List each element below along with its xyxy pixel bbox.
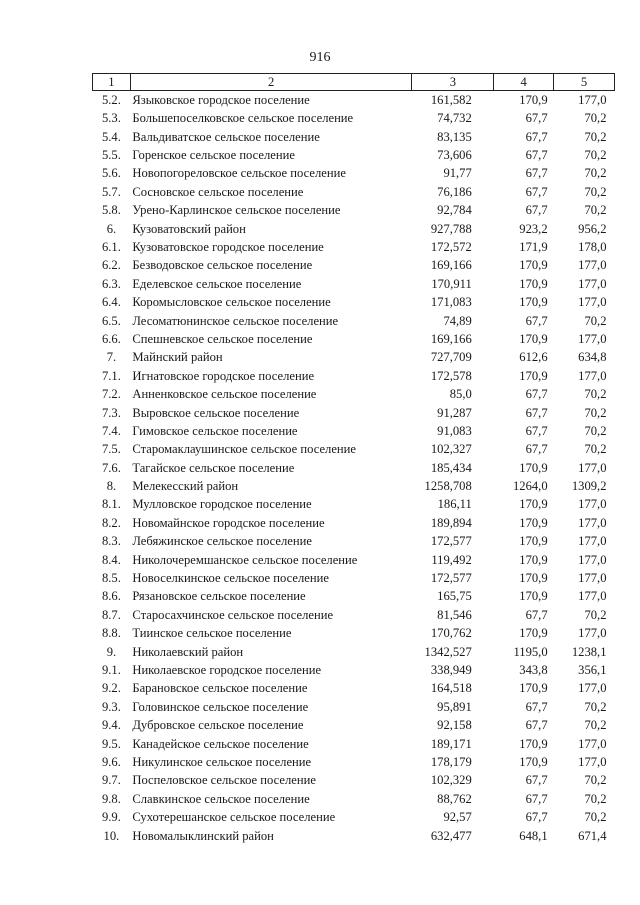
row-value-col3: 91,77 <box>443 166 472 181</box>
table-row <box>93 109 615 127</box>
row-name: Лесоматюнинское сельское поселение <box>132 313 339 328</box>
row-value-col5: 177,0 <box>578 552 607 567</box>
row-name: Выровское сельское поселение <box>132 405 300 420</box>
row-number: 7.2. <box>101 387 121 402</box>
row-number: 5.3. <box>101 111 121 126</box>
row-number: 9.5. <box>101 736 121 751</box>
row-number: 8.5. <box>101 571 121 586</box>
row-name: Никулинское сельское поселение <box>132 754 312 769</box>
table-row <box>93 459 615 477</box>
row-value-col3: 172,577 <box>430 571 472 586</box>
row-value-col4: 67,7 <box>525 442 548 457</box>
table-row <box>93 624 615 642</box>
row-name: Старомаклаушинское сельское поселение <box>132 442 356 457</box>
row-number: 7.3. <box>101 405 121 420</box>
table-row <box>93 220 615 238</box>
row-name: Новопогореловское сельское поселение <box>132 166 346 181</box>
table-row <box>93 569 615 587</box>
row-value-col4: 67,7 <box>525 699 548 714</box>
row-name: Мелекесский район <box>132 479 239 494</box>
row-number: 9.9. <box>101 810 121 825</box>
row-value-col4: 648,1 <box>519 828 548 843</box>
row-value-col5: 177,0 <box>578 497 607 512</box>
column-header-2: 2 <box>130 74 412 91</box>
row-value-col4: 170,9 <box>519 736 548 751</box>
row-number: 8.2. <box>101 515 121 530</box>
row-name: Новоселкинское сельское поселение <box>132 571 329 586</box>
table-row <box>93 91 615 110</box>
row-value-col5: 70,2 <box>584 405 607 420</box>
row-value-col3: 85,0 <box>449 387 472 402</box>
row-value-col4: 170,9 <box>519 754 548 769</box>
row-value-col5: 634,8 <box>578 350 607 365</box>
row-value-col3: 119,492 <box>431 552 472 567</box>
table-row <box>93 275 615 293</box>
table-row <box>93 128 615 146</box>
table-row <box>93 293 615 311</box>
row-name: Канадейское сельское поселение <box>132 736 309 751</box>
row-value-col5: 177,0 <box>578 460 607 475</box>
row-value-col4: 343,8 <box>519 663 548 677</box>
row-name: Старосахчинское сельское поселение <box>132 607 334 622</box>
row-value-col3: 74,732 <box>437 111 472 126</box>
table-row <box>93 385 615 403</box>
table-row <box>93 551 615 569</box>
row-value-col3: 161,582 <box>430 92 472 107</box>
row-value-col5: 70,2 <box>584 148 607 163</box>
row-number: 6.1. <box>101 240 121 255</box>
row-name: Вальдиватское сельское поселение <box>132 129 320 144</box>
row-value-col4: 170,9 <box>519 460 548 475</box>
row-value-col5: 177,0 <box>578 368 607 383</box>
row-value-col3: 92,158 <box>437 718 472 733</box>
row-value-col5: 1309,2 <box>571 479 607 494</box>
row-name: Коромысловское сельское поселение <box>132 295 331 310</box>
table-row <box>93 790 615 808</box>
row-value-col3: 171,083 <box>430 295 472 310</box>
table-row <box>93 201 615 219</box>
row-name: Сосновское сельское поселение <box>132 184 304 199</box>
row-name: Кузоватовское городское поселение <box>132 240 324 255</box>
row-value-col5: 70,2 <box>584 699 607 714</box>
row-number: 5.2. <box>101 92 121 107</box>
row-name: Горенское сельское поселение <box>132 148 295 163</box>
row-name: Спешневское сельское поселение <box>132 331 313 346</box>
row-value-col4: 67,7 <box>525 166 548 181</box>
row-number: 8.4. <box>101 552 121 567</box>
row-value-col4: 170,9 <box>519 552 548 567</box>
row-value-col3: 170,911 <box>431 276 472 291</box>
row-name: Лебяжинское сельское поселение <box>132 534 312 549</box>
table-row <box>93 606 615 624</box>
row-value-col3: 102,329 <box>430 773 472 788</box>
table-row <box>93 753 615 771</box>
row-name: Мулловское городское поселение <box>132 497 312 512</box>
row-value-col3: 189,171 <box>430 736 472 751</box>
row-value-col4: 67,7 <box>525 810 548 825</box>
row-value-col3: 165,75 <box>437 589 472 604</box>
row-value-col5: 177,0 <box>578 754 607 769</box>
row-value-col5: 177,0 <box>578 515 607 530</box>
table-row <box>93 680 615 698</box>
row-value-col3: 73,606 <box>437 148 472 163</box>
row-value-col5: 177,0 <box>578 589 607 604</box>
row-value-col4: 67,7 <box>525 423 548 438</box>
row-value-col3: 172,572 <box>430 240 472 255</box>
row-value-col5: 177,0 <box>578 534 607 549</box>
row-number: 6.3. <box>101 276 121 291</box>
table-row <box>93 312 615 330</box>
table-row <box>93 440 615 458</box>
row-value-col4: 171,9 <box>519 240 548 255</box>
table-row <box>93 496 615 514</box>
row-number: 8.3. <box>101 534 121 549</box>
row-value-col5: 177,0 <box>578 258 607 273</box>
row-value-col5: 70,2 <box>584 718 607 733</box>
row-name: Анненковское сельское поселение <box>132 387 317 402</box>
row-value-col3: 95,891 <box>437 699 472 714</box>
table-row <box>93 735 615 753</box>
row-number: 5.4. <box>101 129 121 144</box>
table-row <box>93 367 615 385</box>
row-value-col3: 727,709 <box>430 350 472 365</box>
row-name: Головинское сельское поселение <box>132 699 309 714</box>
row-value-col5: 177,0 <box>578 295 607 310</box>
column-header-4: 4 <box>494 74 554 91</box>
row-number: 9.1. <box>101 663 121 677</box>
row-value-col3: 92,57 <box>443 810 472 825</box>
row-value-col5: 70,2 <box>584 203 607 218</box>
table-row <box>93 238 615 256</box>
row-value-col5: 177,0 <box>578 736 607 751</box>
row-value-col4: 170,9 <box>519 515 548 530</box>
row-name: Поспеловское сельское поселение <box>132 773 316 788</box>
row-value-col5: 70,2 <box>584 607 607 622</box>
row-value-col5: 178,0 <box>578 240 607 255</box>
row-value-col4: 612,6 <box>519 350 548 365</box>
row-value-col3: 74,89 <box>443 313 472 328</box>
row-value-col3: 91,287 <box>437 405 472 420</box>
row-name: Еделевское сельское поселение <box>132 276 302 291</box>
row-value-col4: 170,9 <box>519 534 548 549</box>
row-number: 8.7. <box>101 607 121 622</box>
row-number: 6. <box>106 221 117 236</box>
row-number: 5.8. <box>101 203 121 218</box>
row-value-col3: 1258,708 <box>424 479 472 494</box>
row-value-col5: 177,0 <box>578 571 607 586</box>
row-value-col5: 70,2 <box>584 791 607 806</box>
row-number: 9.6. <box>101 754 121 769</box>
table-row <box>93 422 615 440</box>
row-value-col3: 186,11 <box>437 497 472 512</box>
row-value-col5: 1238,1 <box>571 644 607 659</box>
row-name: Новомайнское городское поселение <box>132 515 325 530</box>
row-name: Большепоселковское сельское поселение <box>132 111 354 126</box>
row-value-col5: 177,0 <box>578 92 607 107</box>
row-number: 6.6. <box>101 331 121 346</box>
row-value-col3: 92,784 <box>437 203 472 218</box>
row-number: 8.8. <box>101 626 121 641</box>
row-number: 6.4. <box>101 295 121 310</box>
table-row <box>93 588 615 606</box>
row-name: Тагайское сельское поселение <box>132 460 295 475</box>
table-row <box>93 771 615 789</box>
table-row <box>93 146 615 164</box>
row-number: 7. <box>106 350 117 365</box>
row-value-col3: 632,477 <box>430 828 472 843</box>
row-value-col5: 70,2 <box>584 184 607 199</box>
row-value-col4: 1195,0 <box>513 644 548 659</box>
row-value-col5: 177,0 <box>578 276 607 291</box>
row-name: Рязановское сельское поселение <box>132 589 306 604</box>
row-name: Безводовское сельское поселение <box>132 258 313 273</box>
row-number: 5.6. <box>101 166 121 181</box>
row-number: 8.6. <box>101 589 121 604</box>
row-value-col5: 177,0 <box>578 681 607 696</box>
row-value-col3: 172,577 <box>430 534 472 549</box>
table-row <box>93 698 615 716</box>
column-header-1: 1 <box>93 74 131 91</box>
row-number: 7.1. <box>101 368 121 383</box>
row-value-col5: 70,2 <box>584 387 607 402</box>
row-number: 5.7. <box>101 184 121 199</box>
row-value-col5: 70,2 <box>584 166 607 181</box>
row-value-col4: 170,9 <box>519 258 548 273</box>
table-row <box>93 532 615 550</box>
row-value-col5: 356,1 <box>578 663 607 677</box>
row-value-col4: 67,7 <box>525 129 548 144</box>
row-name: Игнатовское городское поселение <box>132 368 315 383</box>
row-name: Николочеремшанское сельское поселение <box>132 552 358 567</box>
page-number: 916 <box>309 50 331 65</box>
row-name: Славкинское сельское поселение <box>132 791 310 806</box>
row-name: Гимовское сельское поселение <box>132 423 298 438</box>
row-value-col3: 178,179 <box>430 754 472 769</box>
row-name: Урено-Карлинское сельское поселение <box>132 203 341 218</box>
row-number: 6.5. <box>101 313 121 328</box>
row-value-col4: 170,9 <box>519 497 548 512</box>
row-value-col4: 170,9 <box>519 571 548 586</box>
row-value-col3: 927,788 <box>430 221 472 236</box>
table-row <box>93 330 615 348</box>
row-value-col3: 1342,527 <box>424 644 472 659</box>
table-row <box>93 661 615 679</box>
row-number: 10. <box>103 828 120 843</box>
table-row <box>93 643 615 661</box>
row-number: 5.5. <box>101 148 121 163</box>
row-value-col3: 76,186 <box>437 184 472 199</box>
row-value-col3: 164,518 <box>430 681 472 696</box>
row-value-col5: 70,2 <box>584 773 607 788</box>
row-name: Языковское городское поселение <box>132 92 310 107</box>
row-number: 9.2. <box>101 681 121 696</box>
row-value-col4: 67,7 <box>525 387 548 402</box>
row-value-col4: 67,7 <box>525 791 548 806</box>
row-value-col4: 1264,0 <box>512 479 548 494</box>
table-row <box>93 165 615 183</box>
row-name: Барановское сельское поселение <box>132 681 308 696</box>
row-number: 8.1. <box>101 497 121 512</box>
table-row <box>93 183 615 201</box>
row-value-col4: 67,7 <box>525 184 548 199</box>
row-value-col4: 67,7 <box>525 148 548 163</box>
row-value-col5: 956,2 <box>578 221 607 236</box>
table-row <box>93 404 615 422</box>
row-value-col3: 189,894 <box>430 515 472 530</box>
budget-table <box>92 73 615 845</box>
row-value-col5: 70,2 <box>584 423 607 438</box>
row-value-col4: 170,9 <box>519 589 548 604</box>
row-number: 6.2. <box>101 258 121 273</box>
row-value-col4: 170,9 <box>519 276 548 291</box>
table-row <box>93 808 615 826</box>
row-name: Тиинское сельское поселение <box>132 626 292 641</box>
row-name: Майнский район <box>132 350 223 365</box>
column-header-3: 3 <box>412 74 494 91</box>
row-value-col4: 170,9 <box>519 626 548 641</box>
row-number: 9.4. <box>101 718 121 733</box>
row-value-col3: 185,434 <box>430 460 472 475</box>
table-row <box>93 348 615 366</box>
row-name: Дубровское сельское поселение <box>132 718 304 733</box>
row-value-col4: 170,9 <box>519 295 548 310</box>
row-value-col3: 172,578 <box>430 368 472 383</box>
row-value-col5: 70,2 <box>584 810 607 825</box>
table-row <box>93 827 615 845</box>
table-header-row <box>93 74 615 91</box>
row-name: Кузоватовский район <box>132 221 246 236</box>
row-value-col4: 67,7 <box>525 405 548 420</box>
table-row <box>93 477 615 495</box>
row-value-col3: 88,762 <box>437 791 472 806</box>
row-value-col5: 70,2 <box>584 129 607 144</box>
row-value-col3: 170,762 <box>430 626 472 641</box>
row-value-col5: 671,4 <box>578 828 607 843</box>
row-value-col4: 170,9 <box>519 368 548 383</box>
row-value-col4: 170,9 <box>519 92 548 107</box>
table-row <box>93 257 615 275</box>
row-value-col5: 70,2 <box>584 111 607 126</box>
row-number: 9. <box>106 644 117 659</box>
row-value-col3: 169,166 <box>430 331 472 346</box>
row-value-col4: 170,9 <box>519 681 548 696</box>
row-value-col3: 338,949 <box>430 663 472 677</box>
row-value-col3: 83,135 <box>437 129 472 144</box>
row-name: Сухотерешанское сельское поселение <box>132 810 336 825</box>
table-row <box>93 514 615 532</box>
row-number: 9.3. <box>101 699 121 714</box>
row-value-col4: 170,9 <box>519 331 548 346</box>
row-number: 7.4. <box>101 423 121 438</box>
row-number: 8. <box>106 479 117 494</box>
row-value-col4: 67,7 <box>525 111 548 126</box>
row-value-col5: 177,0 <box>578 331 607 346</box>
row-value-col4: 923,2 <box>519 221 548 236</box>
row-value-col3: 102,327 <box>430 442 472 457</box>
row-number: 7.5. <box>101 442 121 457</box>
row-value-col5: 177,0 <box>578 626 607 641</box>
row-value-col4: 67,7 <box>525 313 548 328</box>
row-number: 9.7. <box>101 773 121 788</box>
row-value-col4: 67,7 <box>525 203 548 218</box>
row-value-col3: 169,166 <box>430 258 472 273</box>
column-header-5: 5 <box>554 74 615 91</box>
row-value-col4: 67,7 <box>525 607 548 622</box>
row-value-col3: 91,083 <box>437 423 472 438</box>
row-value-col5: 70,2 <box>584 442 607 457</box>
row-number: 7.6. <box>101 460 121 475</box>
table-row <box>93 716 615 734</box>
row-value-col4: 67,7 <box>525 718 548 733</box>
row-value-col3: 81,546 <box>437 607 472 622</box>
row-value-col4: 67,7 <box>525 773 548 788</box>
row-number: 9.8. <box>101 791 121 806</box>
row-name: Николаевский район <box>132 644 244 659</box>
row-name: Новомалыклинский район <box>132 828 274 843</box>
row-name: Николаевское городское поселение <box>132 663 322 677</box>
row-value-col5: 70,2 <box>584 313 607 328</box>
